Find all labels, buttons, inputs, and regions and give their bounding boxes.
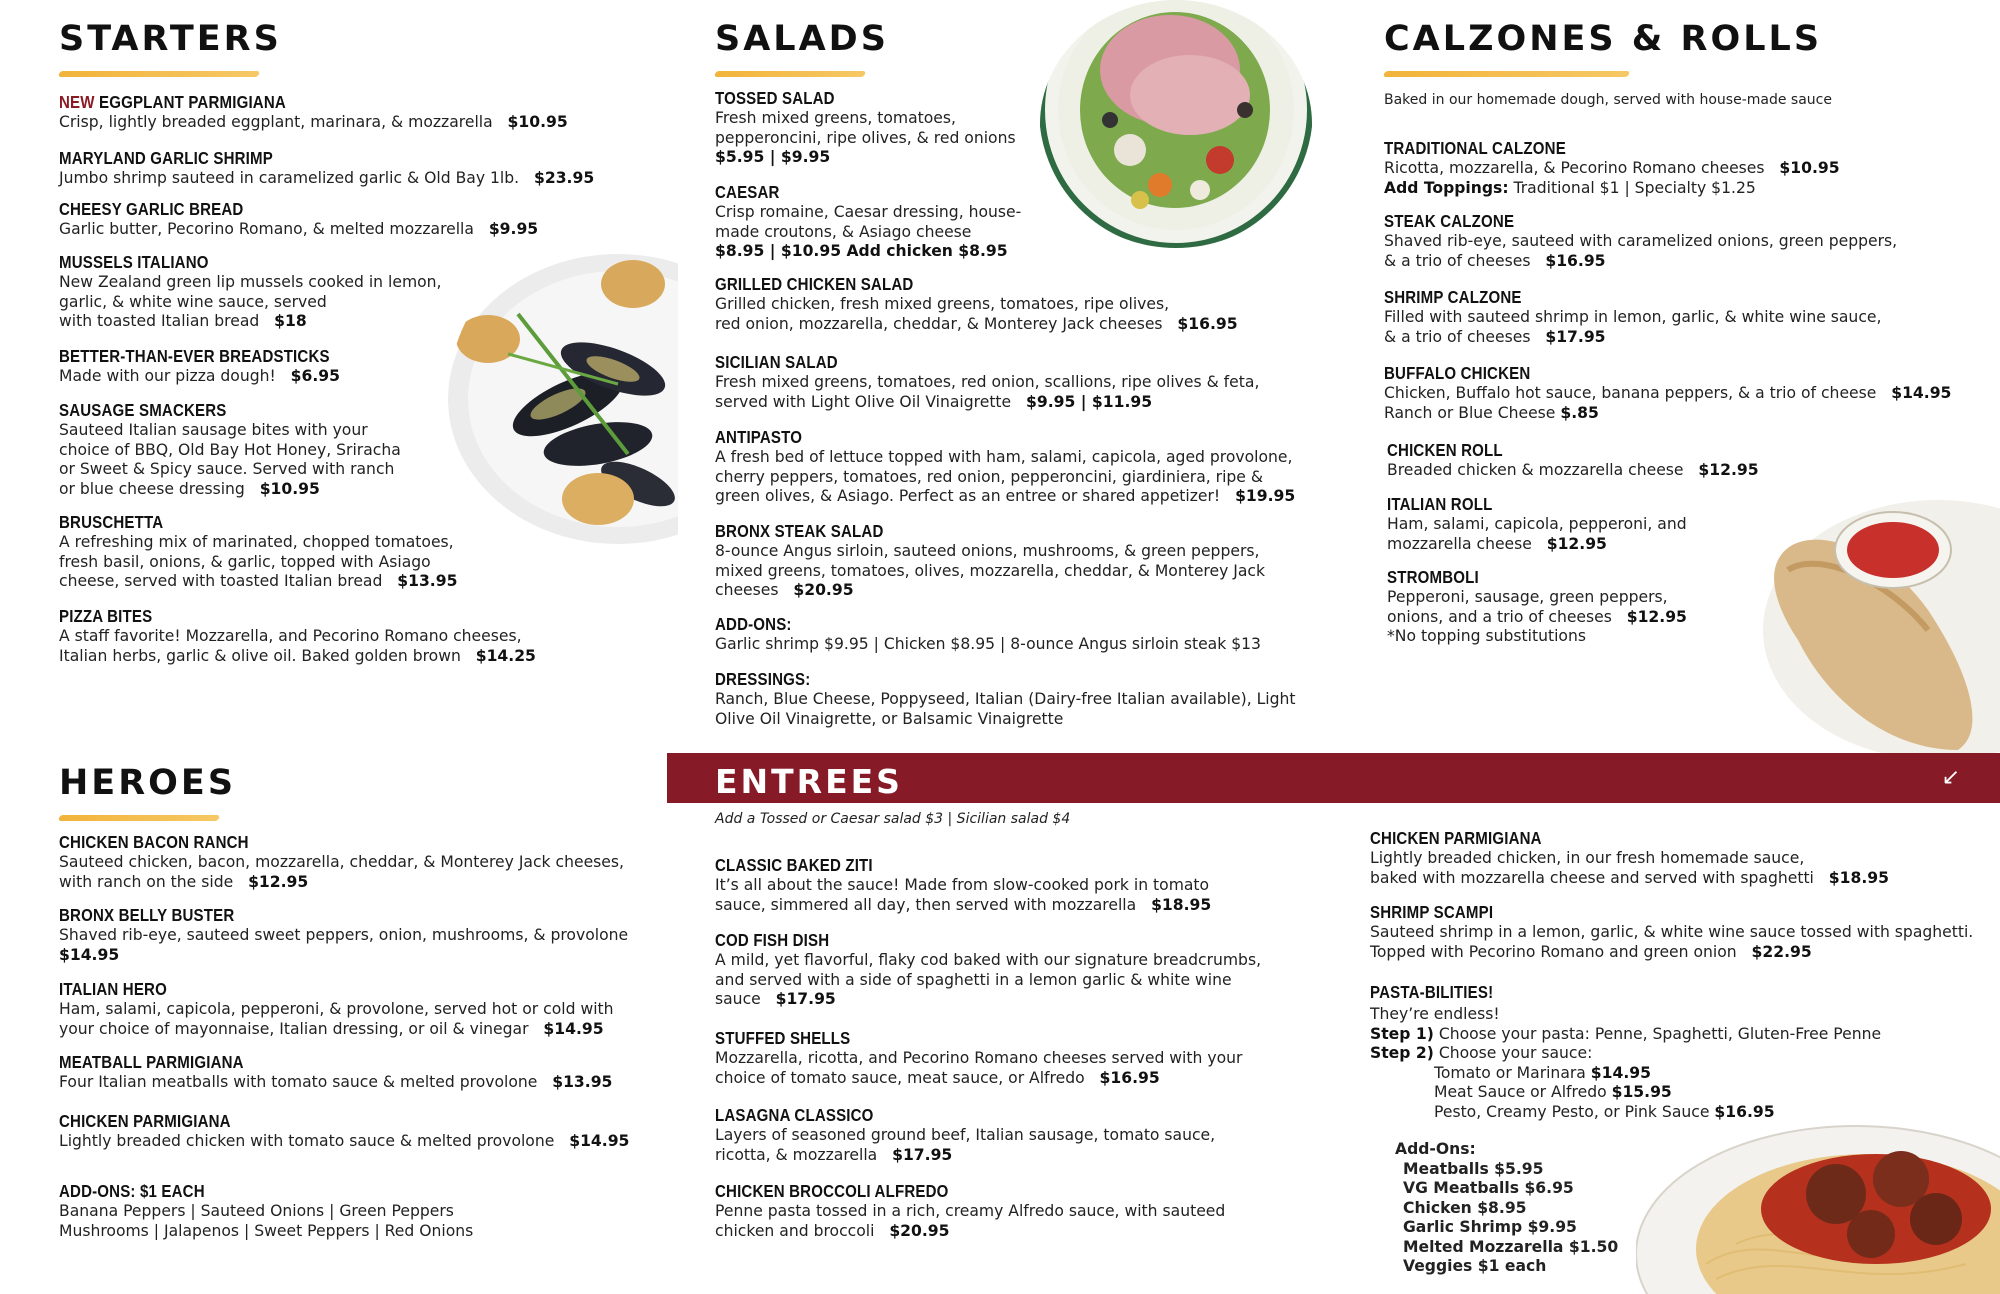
arrow-icon: ↙ — [1941, 765, 1960, 790]
menu-item-description: and served with a side of spaghetti in a lemon garlic & white wine — [715, 970, 1232, 989]
menu-item-description: A staff favorite! Mozzarella, and Pecorino Romano cheeses, — [59, 627, 522, 645]
menu-item-name: BETTER-THAN-EVER BREADSTICKS — [59, 346, 330, 366]
menu-item-description: Banana Peppers | Sauteed Onions | Green Peppers — [59, 1202, 454, 1220]
menu-item-description: Chicken, Buffalo hot sauce, banana peppers, & a trio of cheese $14.95 — [1384, 384, 1952, 402]
menu-item-description: A refreshing mix of marinated, chopped tomatoes, — [59, 533, 454, 551]
menu-item — [715, 274, 1355, 334]
menu-item-description: Four Italian meatballs with tomato sauce & melted provolone $13.95 — [59, 1073, 613, 1091]
price: $16.95 — [1177, 314, 1238, 333]
menu-item-note: *No topping substitutions — [1387, 627, 1586, 645]
entrees-title: ENTREES — [715, 762, 903, 801]
menu-item-description: Ranch, Blue Cheese, Poppyseed, Italian (Dairy-free Italian available), Light — [715, 690, 1296, 708]
menu-item — [715, 427, 1355, 507]
menu-item-description: New Zealand green lip mussels cooked in lemon, — [59, 273, 442, 291]
entrees-subtitle: Add a Tossed or Caesar salad $3 | Sicilian salad $4 — [715, 811, 1071, 827]
menu-item-name: CHICKEN PARMIGIANA — [59, 1111, 231, 1131]
menu-item-name: ANTIPASTO — [715, 427, 803, 447]
title-underline — [58, 815, 220, 821]
menu-item-name: SICILIAN SALAD — [715, 352, 838, 372]
menu-item-name: CLASSIC BAKED ZITI — [715, 855, 873, 875]
price: $19.95 — [1235, 487, 1296, 505]
menu-item — [1384, 287, 2000, 347]
menu-item-description: mixed greens, tomatoes, olives, mozzarella, cheddar, & Monterey Jack — [715, 561, 1266, 580]
price: $16.95 — [1714, 1102, 1775, 1121]
menu-item-description: garlic, & white wine sauce, served — [59, 292, 327, 311]
menu-item-description: or blue cheese dressing $10.95 — [59, 479, 320, 498]
price: $16.95 — [1545, 251, 1606, 270]
menu-item-name: CAESAR — [715, 182, 780, 202]
title-underline — [1383, 71, 1630, 77]
heroes-title: HEROES — [59, 763, 237, 803]
price: $10.95 — [259, 479, 320, 498]
pasta-addon: Meatballs $5.95 — [1403, 1159, 1544, 1178]
price: $12.95 — [1698, 461, 1759, 479]
menu-item-description: Sauteed shrimp in a lemon, garlic, & white wine sauce tossed with spaghetti. — [1370, 923, 1974, 941]
pasta-bilities — [1370, 982, 1990, 1122]
step-2-text: Choose your sauce: — [1438, 1044, 1593, 1062]
menu-item-description: Mushrooms | Jalapenos | Sweet Peppers | Red Onions — [59, 1221, 474, 1240]
menu-item — [715, 930, 1355, 1010]
extra-label: Add Toppings: — [1384, 178, 1509, 197]
sauce-option: Pesto, Creamy Pesto, or Pink Sauce $16.95 — [1434, 1102, 1775, 1121]
menu-item — [715, 1105, 1355, 1165]
price: $20.95 — [793, 581, 854, 599]
menu-item-name: SAUSAGE SMACKERS — [59, 400, 227, 420]
menu-item — [715, 614, 1355, 655]
price: $.85 — [1560, 403, 1599, 422]
calzones-title: CALZONES & ROLLS — [1384, 19, 1823, 59]
menu-item-name: BUFFALO CHICKEN — [1384, 363, 1531, 383]
menu-item-description: Fresh mixed greens, tomatoes, — [715, 109, 956, 127]
menu-item — [715, 352, 1355, 412]
menu-item-description: Made with our pizza dough! $6.95 — [59, 367, 340, 385]
menu-item — [715, 1028, 1355, 1088]
calzones-subtitle: Baked in our homemade dough, served with house-made sauce — [1384, 92, 1832, 108]
antipasto-salad-photo — [1040, 0, 1312, 248]
menu-item — [59, 199, 699, 240]
menu-item-description: Mozzarella, ricotta, and Pecorino Romano cheeses served with your — [715, 1049, 1243, 1067]
menu-item-name: ADD-ONS: $1 EACH — [59, 1181, 205, 1201]
menu-item — [1384, 363, 2000, 423]
menu-item-name: LASAGNA CLASSICO — [715, 1105, 874, 1125]
menu-item-description: made croutons, & Asiago cheese — [715, 222, 972, 241]
menu-item-description: served with Light Olive Oil Vinaigrette $9.95 | $11.95 — [715, 392, 1153, 411]
menu-item-description: Garlic butter, Pecorino Romano, & melted mozzarella $9.95 — [59, 220, 539, 238]
menu-item-name: BRONX STEAK SALAD — [715, 521, 884, 541]
menu-item-description: Pepperoni, sausage, green peppers, — [1387, 588, 1668, 606]
menu-item-description: Ham, salami, capicola, pepperoni, and — [1387, 515, 1687, 533]
heroes-section — [59, 763, 659, 1286]
menu-item-description: It’s all about the sauce! Made from slow-cooked pork in tomato — [715, 876, 1210, 894]
menu-item — [59, 92, 699, 133]
menu-item-name: ITALIAN HERO — [59, 979, 167, 999]
menu-item-description: or Sweet & Spicy sauce. Served with ranch — [59, 460, 395, 478]
menu-item-description: Ricotta, mozzarella, & Pecorino Romano cheeses $10.95 — [1384, 159, 1840, 177]
pasta-addon: Melted Mozzarella $1.50 — [1403, 1237, 1619, 1256]
menu-item-description: Shaved rib-eye, sauteed with caramelized onions, green peppers, — [1384, 232, 1898, 250]
calzone-photo — [1758, 500, 2000, 753]
sauce-option: Meat Sauce or Alfredo $15.95 — [1434, 1083, 1672, 1101]
menu-item-name: CHICKEN BACON RANCH — [59, 832, 249, 852]
menu-item-name: CHEESY GARLIC BREAD — [59, 199, 244, 219]
pasta-addon: Veggies $1 each — [1403, 1257, 1547, 1275]
price: $13.95 — [397, 572, 458, 590]
price: $14.95 — [1891, 384, 1952, 402]
price: $22.95 — [1751, 942, 1812, 961]
menu-item-name: COD FISH DISH — [715, 930, 830, 950]
menu-item-name: PIZZA BITES — [59, 606, 153, 626]
menu-item-name: STEAK CALZONE — [1384, 211, 1515, 231]
price: $14.95 — [1590, 1063, 1651, 1082]
menu-item-description: red onion, mozzarella, cheddar, & Monterey Jack cheeses $16.95 — [715, 314, 1238, 333]
price: $15.95 — [1611, 1083, 1672, 1101]
price: $23.95 — [534, 169, 595, 187]
menu-item-name: MUSSELS ITALIANO — [59, 252, 209, 272]
menu-item-name: TRADITIONAL CALZONE — [1384, 138, 1566, 158]
menu-item-description: Filled with sauteed shrimp in lemon, garlic, & white wine sauce, — [1384, 308, 1882, 326]
menu-item-description: & a trio of cheeses $16.95 — [1384, 251, 1606, 270]
step-1-label: Step 1) — [1370, 1024, 1434, 1043]
menu-item — [715, 855, 1355, 915]
price: $12.95 — [1546, 534, 1607, 553]
spaghetti-meatballs-photo — [1636, 1124, 2000, 1294]
starters-title: STARTERS — [59, 19, 282, 59]
price: $14.25 — [475, 646, 536, 665]
price: $9.95 — [488, 220, 539, 238]
pasta-addon: Garlic Shrimp $9.95 — [1403, 1218, 1577, 1236]
menu-item-description: cheese, served with toasted Italian bread $13.95 — [59, 572, 458, 590]
menu-item-description: green olives, & Asiago. Perfect as an entree or shared appetizer! $19.95 — [715, 487, 1296, 505]
menu-item — [715, 669, 1355, 729]
menu-item-description: Grilled chicken, fresh mixed greens, tomatoes, ripe olives, — [715, 295, 1170, 313]
menu-item-description: Crisp romaine, Caesar dressing, house- — [715, 203, 1022, 221]
new-tag: NEW — [59, 92, 99, 112]
menu-item-description: Lightly breaded chicken with tomato sauce & melted provolone $14.95 — [59, 1132, 630, 1150]
price: $14.95 — [59, 945, 120, 964]
menu-item-name: PASTA-BILITIES! — [1370, 982, 1494, 1002]
price: $8.95 | $10.95 Add chicken $8.95 — [715, 242, 1008, 260]
menu-item — [59, 1181, 699, 1241]
menu-item — [1384, 138, 2000, 198]
menu-item-description: ricotta, & mozzarella $17.95 — [715, 1145, 953, 1164]
price: $5.95 | $9.95 — [715, 148, 831, 166]
menu-item-extra: Ranch or Blue Cheese $.85 — [1384, 403, 1599, 422]
price: $16.95 — [1099, 1068, 1160, 1087]
price: $6.95 — [290, 367, 340, 385]
menu-item-name: ADD-ONS: — [715, 614, 792, 634]
price: $18.95 — [1151, 895, 1212, 914]
salads-title: SALADS — [715, 19, 889, 59]
menu-item-description: fresh basil, onions, & garlic, topped with Asiago — [59, 552, 431, 571]
price: $20.95 — [889, 1221, 950, 1240]
menu-item — [1370, 902, 2000, 962]
menu-item — [1387, 440, 2000, 481]
price: $10.95 — [1779, 159, 1840, 177]
menu-item-description: Breaded chicken & mozzarella cheese $12.95 — [1387, 461, 1759, 479]
menu-item — [59, 1111, 699, 1152]
price: $17.95 — [775, 990, 836, 1008]
menu-item-description: cherry peppers, tomatoes, red onion, pepperoncini, giardiniera, ripe & — [715, 467, 1264, 486]
menu-item-description: your choice of mayonnaise, Italian dressing, or oil & vinegar $14.95 — [59, 1019, 604, 1038]
menu-item-description: A fresh bed of lettuce topped with ham, salami, capicola, aged provolone, — [715, 448, 1293, 466]
menu-item-description: chicken and broccoli $20.95 — [715, 1221, 950, 1240]
step-1-text: Choose your pasta: Penne, Spaghetti, Gluten-Free Penne — [1438, 1024, 1882, 1043]
pasta-addon: Chicken $8.95 — [1403, 1198, 1527, 1217]
step-2-label: Step 2) — [1370, 1044, 1434, 1062]
sauce-option: Tomato or Marinara $14.95 — [1434, 1063, 1651, 1082]
menu-item-description: Italian herbs, garlic & olive oil. Baked golden brown $14.25 — [59, 646, 536, 665]
price: $18 — [274, 312, 307, 330]
menu-item-description: Layers of seasoned ground beef, Italian sausage, tomato sauce, — [715, 1126, 1216, 1144]
price: $10.95 — [507, 113, 568, 131]
menu-item-name: BRONX BELLY BUSTER — [59, 905, 235, 925]
menu-item-name: SHRIMP CALZONE — [1384, 287, 1522, 307]
pasta-step-1 — [1370, 1025, 1990, 1045]
sauce-list — [1434, 1064, 1990, 1123]
price: $9.95 | $11.95 — [1026, 392, 1153, 411]
menu-item-description: Sauteed Italian sausage bites with your — [59, 421, 368, 439]
menu-item-description: Penne pasta tossed in a rich, creamy Alfredo sauce, with sauteed — [715, 1202, 1226, 1220]
price: $17.95 — [892, 1145, 953, 1164]
menu-item-description: sauce $17.95 — [715, 990, 836, 1008]
menu-item — [1370, 828, 2000, 888]
menu-item-name: CHICKEN ROLL — [1387, 440, 1503, 460]
menu-item-description: mozzarella cheese $12.95 — [1387, 534, 1607, 553]
menu-item-description: Topped with Pecorino Romano and green onion $22.95 — [1370, 942, 1812, 961]
menu-item-name: STROMBOLI — [1387, 567, 1479, 587]
menu-item — [1384, 211, 2000, 271]
menu-item-description: Sauteed chicken, bacon, mozzarella, cheddar, & Monterey Jack cheeses, — [59, 853, 624, 871]
menu-item-name: GRILLED CHICKEN SALAD — [715, 274, 914, 294]
mussels-photo — [448, 254, 678, 544]
menu-item — [59, 1052, 699, 1093]
pasta-addon: VG Meatballs $6.95 — [1403, 1179, 1574, 1197]
menu-item — [715, 1181, 1355, 1241]
menu-item — [59, 979, 699, 1039]
menu-item-name: STUFFED SHELLS — [715, 1028, 851, 1048]
menu-item-description: with ranch on the side $12.95 — [59, 872, 309, 891]
addons-title: Add-Ons: — [1395, 1140, 1476, 1158]
menu-item-description: Crisp, lightly breaded eggplant, marinara, & mozzarella $10.95 — [59, 113, 568, 131]
menu-item-name: MARYLAND GARLIC SHRIMP — [59, 148, 273, 168]
menu-item-description: Olive Oil Vinaigrette, or Balsamic Vinaigrette — [715, 709, 1064, 728]
menu-item-name: ITALIAN ROLL — [1387, 494, 1493, 514]
menu-item-description: Ham, salami, capicola, pepperoni, & provolone, served hot or cold with — [59, 1000, 614, 1018]
menu-item — [59, 832, 699, 892]
menu-item-description: 8-ounce Angus sirloin, sauteed onions, mushrooms, & green peppers, — [715, 542, 1260, 560]
menu-item-description: choice of tomato sauce, meat sauce, or Alfredo $16.95 — [715, 1068, 1160, 1087]
menu-item-name: NEW EGGPLANT PARMIGIANA — [59, 92, 286, 112]
menu-item-description: pepperoncini, ripe olives, & red onions — [715, 128, 1016, 147]
addons-line: Garlic shrimp $9.95 | Chicken $8.95 | 8-ounce Angus sirloin steak $13 — [715, 635, 1261, 653]
menu-item-description: Lightly breaded chicken, in our fresh homemade sauce, — [1370, 849, 1805, 867]
price: $13.95 — [552, 1073, 613, 1091]
menu-item-description: Jumbo shrimp sauteed in caramelized garlic & Old Bay 1lb. $23.95 — [59, 169, 595, 187]
menu-item-description: baked with mozzarella cheese and served with spaghetti $18.95 — [1370, 868, 1889, 887]
price: $14.95 — [569, 1132, 630, 1150]
menu-item-description: choice of BBQ, Old Bay Hot Honey, Sriracha — [59, 440, 401, 459]
title-underline — [714, 71, 866, 77]
menu-item-name: BRUSCHETTA — [59, 512, 164, 532]
menu-item-description: Shaved rib-eye, sauteed sweet peppers, onion, mushrooms, & provolone — [59, 926, 629, 944]
price: $12.95 — [1626, 607, 1687, 626]
price: $18.95 — [1828, 868, 1889, 887]
title-underline — [58, 71, 260, 77]
menu-item-name: SHRIMP SCAMPI — [1370, 902, 1494, 922]
menu-item — [59, 905, 699, 965]
menu-item-description: A mild, yet flavorful, flaky cod baked with our signature breadcrumbs, — [715, 951, 1262, 969]
pasta-intro: They’re endless! — [1370, 1005, 1500, 1023]
menu-item-description: onions, and a trio of cheeses $12.95 — [1387, 607, 1687, 626]
price: $14.95 — [543, 1019, 604, 1038]
price: $17.95 — [1545, 327, 1606, 346]
menu-item-extra: Add Toppings: Traditional $1 | Specialty $1.25 — [1384, 178, 1756, 197]
entrees-left-column — [715, 855, 1335, 1294]
menu-item-name: MEATBALL PARMIGIANA — [59, 1052, 244, 1072]
menu-item-name: CHICKEN BROCCOLI ALFREDO — [715, 1181, 949, 1201]
menu-item — [59, 606, 699, 666]
menu-item — [59, 148, 699, 189]
menu-item — [715, 521, 1355, 601]
menu-item-description: sauce, simmered all day, then served with mozzarella $18.95 — [715, 895, 1212, 914]
price: $12.95 — [248, 872, 309, 891]
menu-item-name: CHICKEN PARMIGIANA — [1370, 828, 1542, 848]
menu-item-description: Fresh mixed greens, tomatoes, red onion, scallions, ripe olives & feta, — [715, 373, 1260, 391]
pasta-step-2 — [1370, 1044, 1990, 1064]
menu-item-description: & a trio of cheeses $17.95 — [1384, 327, 1606, 346]
menu-item-description: cheeses $20.95 — [715, 581, 854, 599]
menu-item-description: with toasted Italian bread $18 — [59, 312, 307, 330]
entrees-banner — [667, 753, 2000, 803]
menu-item-name: TOSSED SALAD — [715, 88, 835, 108]
menu-item-name: DRESSINGS: — [715, 669, 811, 689]
